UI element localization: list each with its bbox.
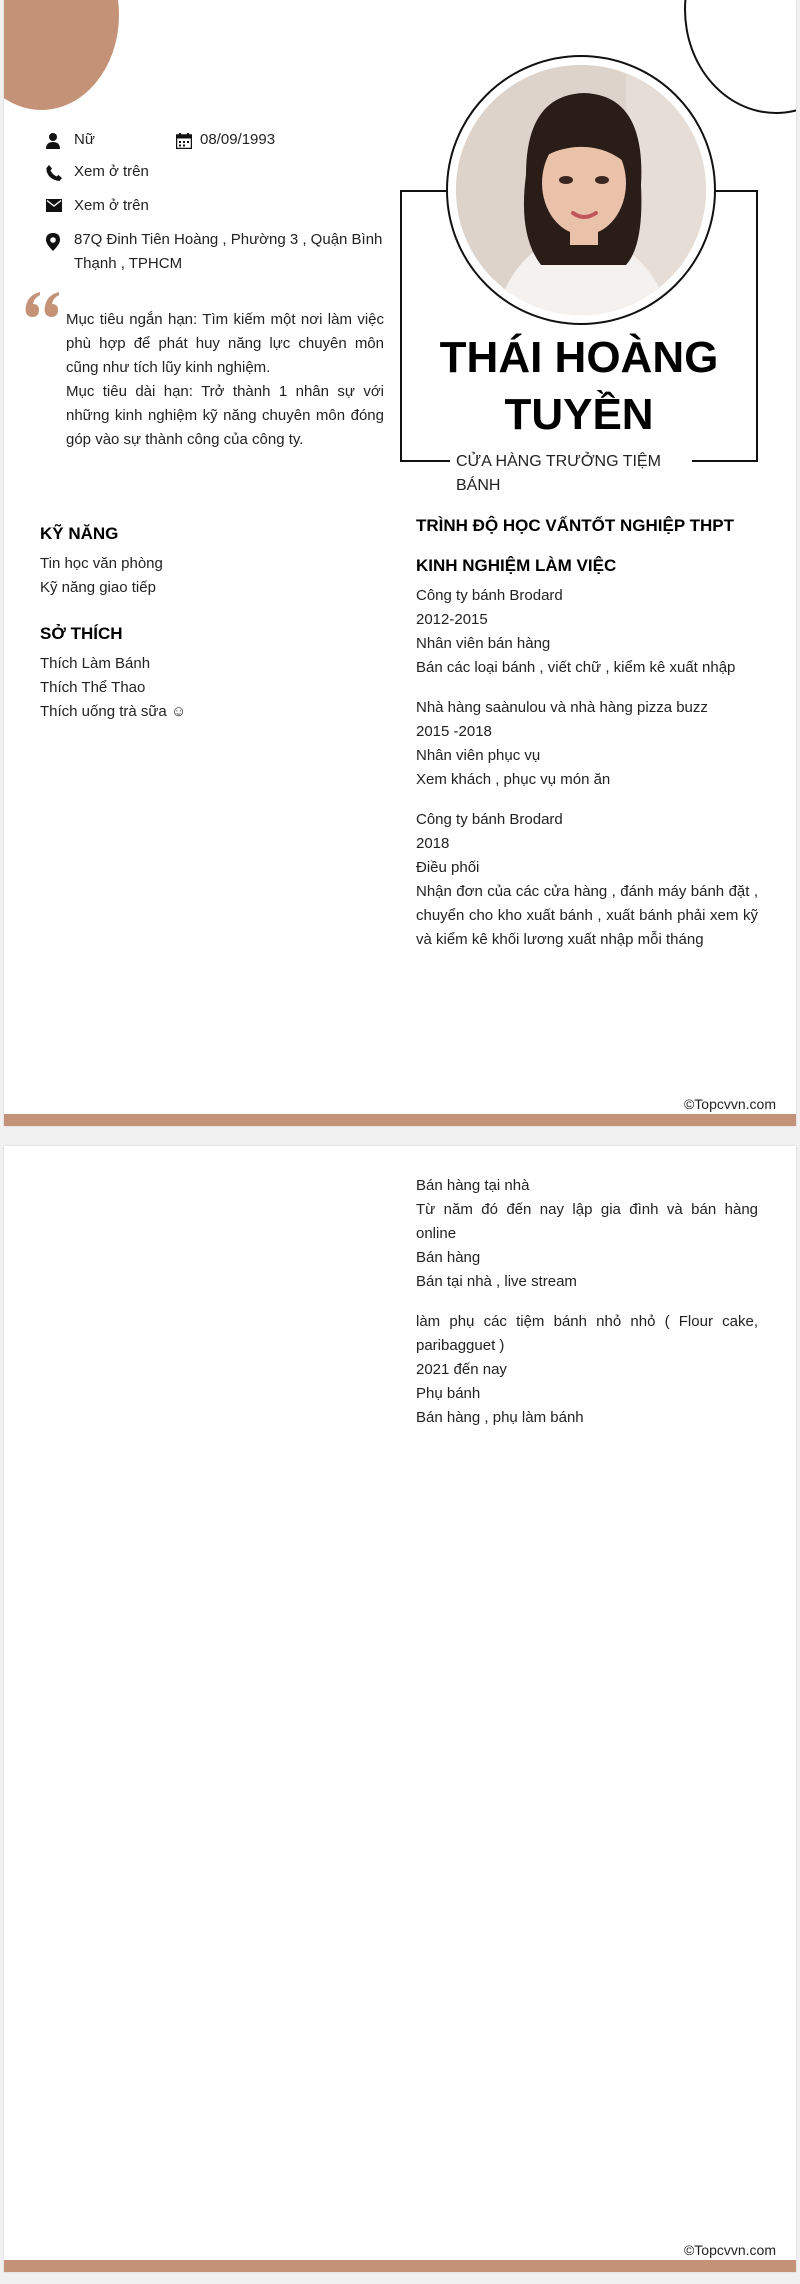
phone-icon	[46, 160, 74, 181]
decorative-blob	[4, 0, 119, 110]
skill-item: Kỹ năng giao tiếp	[40, 579, 156, 596]
footer-band	[4, 2260, 796, 2272]
footer-band	[4, 1114, 796, 1126]
job-description: Xem khách , phục vụ món ăn	[416, 771, 611, 788]
person-icon	[46, 128, 74, 149]
job-description: Bán các loại bánh , viết chữ , kiểm kê xuất nhập	[416, 659, 736, 676]
objective-short: Mục tiêu ngắn hạn: Tìm kiếm một nơi làm việc phù hợp để phát huy năng lực chuyên môn cũng như tích lũy kinh nghiệm.	[66, 311, 384, 376]
hobbies-title: SỞ THÍCH	[40, 624, 123, 643]
hobby-item: Thích Thể Thao	[40, 679, 146, 696]
job-company: Nhà hàng saànulou và nhà hàng pizza buzz	[416, 699, 708, 716]
envelope-icon	[46, 194, 74, 212]
experience-item	[416, 1174, 758, 1294]
skills-list	[40, 552, 163, 600]
cv-page-1	[4, 0, 796, 1126]
footer-watermark: ©Topcvvn.com	[683, 2242, 776, 2258]
address-row	[46, 228, 386, 276]
hobbies-list	[40, 652, 186, 724]
cv-page-2	[4, 1146, 796, 2272]
career-objective	[66, 308, 384, 452]
hobby-item: Thích Làm Bánh	[40, 655, 151, 672]
gender-row	[46, 128, 95, 152]
job-period: 2018	[416, 835, 450, 852]
experience-item	[416, 584, 758, 680]
address-value: 87Q Đinh Tiên Hoàng , Phường 3 , Quận Bình Thạnh , TPHCM	[74, 231, 383, 272]
email-value: Xem ở trên	[74, 197, 149, 214]
candidate-position: CỬA HÀNG TRƯỞNG TIỆM BÁNH	[450, 450, 692, 498]
footer-watermark: ©Topcvvn.com	[683, 1096, 776, 1112]
avatar-illustration	[456, 65, 706, 315]
job-description: Bán tại nhà , live stream	[416, 1273, 577, 1290]
experience-item	[416, 696, 758, 792]
job-company: Công ty bánh Brodard	[416, 811, 563, 828]
map-pin-icon	[46, 228, 74, 251]
experience-list	[416, 584, 758, 968]
job-period: 2015 -2018	[416, 723, 492, 740]
candidate-name-line-1: THÁI HOÀNG	[439, 333, 719, 382]
skills-title: KỸ NĂNG	[40, 524, 119, 543]
job-role: Bán hàng	[416, 1249, 481, 1266]
avatar	[446, 55, 716, 325]
email-row	[46, 194, 149, 218]
job-description: Nhận đơn của các cửa hàng , đánh máy bánh đặt , chuyển cho kho xuất bánh , xuất bánh phải xem kỹ và kiểm kê khối lương xuất nhập mỗi tháng	[416, 883, 758, 948]
decorative-ring	[684, 0, 796, 114]
phone-value: Xem ở trên	[74, 163, 149, 180]
candidate-name-line-2: TUYỀN	[504, 390, 654, 439]
education-title: TRÌNH ĐỘ HỌC VẤNTỐT NGHIỆP THPT	[416, 516, 734, 535]
experience-item	[416, 1310, 758, 1430]
objective-long: Mục tiêu dài hạn: Trở thành 1 nhân sự với những kinh nghiệm kỹ năng chuyên môn đóng góp vào sự thành công của công ty.	[66, 383, 384, 448]
experience-item	[416, 808, 758, 952]
quote-icon	[24, 292, 60, 323]
birthday-row	[176, 128, 275, 152]
experience-list-continued	[416, 1174, 758, 1446]
job-role: Nhân viên phục vụ	[416, 747, 541, 764]
job-description: Bán hàng , phụ làm bánh	[416, 1409, 584, 1426]
job-role: Nhân viên bán hàng	[416, 635, 551, 652]
job-period: Từ năm đó đến nay lập gia đình và bán hàng online	[416, 1201, 758, 1242]
job-period: 2012-2015	[416, 611, 488, 628]
calendar-icon	[176, 128, 200, 149]
job-company: Bán hàng tại nhà	[416, 1177, 530, 1194]
birthday-value: 08/09/1993	[200, 131, 276, 148]
job-company: làm phụ các tiệm bánh nhỏ nhỏ ( Flour cake, paribagguet )	[416, 1313, 758, 1354]
job-role: Điều phối	[416, 859, 480, 876]
phone-row	[46, 160, 149, 184]
skill-item: Tin học văn phòng	[40, 555, 163, 572]
experience-title: KINH NGHIỆM LÀM VIỆC	[416, 556, 617, 575]
avatar-photo	[456, 65, 706, 315]
gender-value: Nữ	[74, 131, 95, 148]
hobby-item: Thích uống trà sữa ☺	[40, 703, 187, 720]
job-company: Công ty bánh Brodard	[416, 587, 563, 604]
job-role: Phụ bánh	[416, 1385, 481, 1402]
job-period: 2021 đến nay	[416, 1361, 507, 1378]
